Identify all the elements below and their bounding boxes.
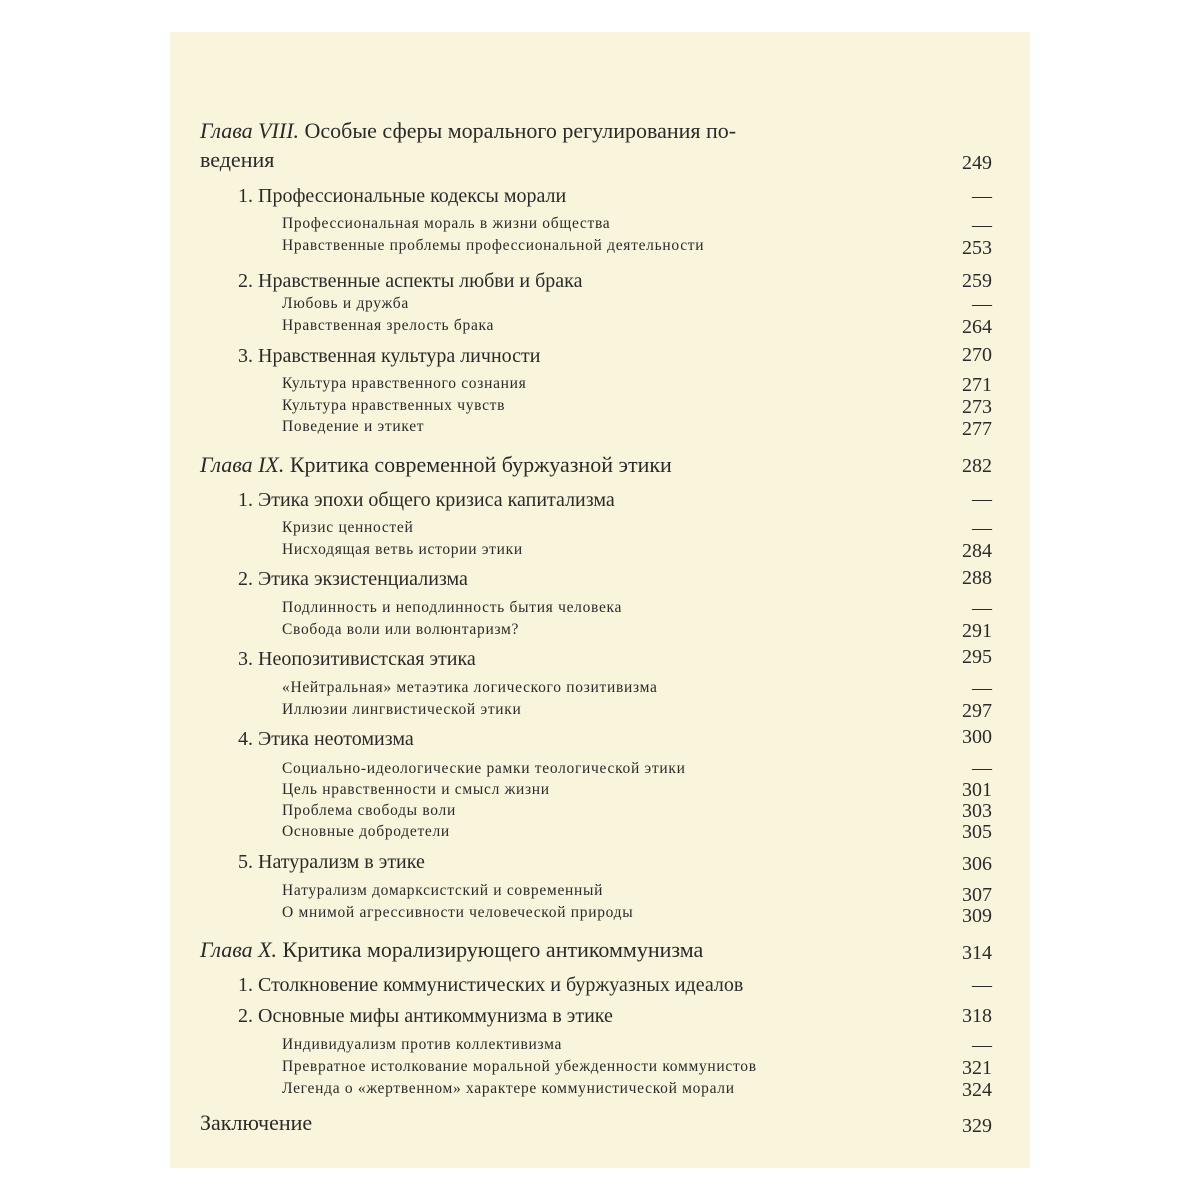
- subsection-title: Иллюзии лингвистической этики: [282, 701, 522, 718]
- page-number: 270: [962, 344, 992, 366]
- chapter-title-continuation: ведения: [200, 147, 275, 172]
- chapter-heading: [200, 937, 703, 963]
- subsection-title: Кризис ценностей: [282, 519, 414, 536]
- page-number: —: [972, 677, 992, 699]
- conclusion-title: Заключение: [200, 1110, 313, 1135]
- section-title: 5. Натурализм в этике: [238, 851, 425, 873]
- page-number: 295: [962, 646, 992, 668]
- chapter-heading: [200, 452, 672, 478]
- subsection-title: Нисходящая ветвь истории этики: [282, 541, 523, 558]
- page-number: —: [972, 293, 992, 315]
- page-number: 318: [962, 1005, 992, 1027]
- chapter-title: Критика современной буржуазной этики: [284, 452, 672, 477]
- subsection-title: Подлинность и неподлинность бытия человека: [282, 599, 623, 616]
- page-number: —: [972, 488, 992, 510]
- page-number: 307: [962, 884, 992, 906]
- chapter-label: Глава IX.: [200, 452, 285, 477]
- subsection-title: Проблема свободы воли: [282, 802, 456, 819]
- chapter-label: Глава X.: [200, 937, 278, 962]
- page-number: 309: [962, 905, 992, 927]
- chapter-title: Критика морализирующего антикоммунизма: [277, 937, 704, 962]
- page-number: 253: [962, 237, 992, 259]
- page-number: 249: [962, 152, 992, 174]
- page-number: —: [972, 597, 992, 619]
- page-number: —: [972, 517, 992, 539]
- section-title: 1. Этика эпохи общего кризиса капитализма: [238, 489, 615, 511]
- subsection-title: О мнимой агрессивности человеческой природы: [282, 904, 634, 921]
- subsection-title: Натурализм домарксистский и современный: [282, 882, 604, 899]
- section-title: 2. Нравственные аспекты любви и брака: [238, 270, 583, 292]
- page-number: 324: [962, 1079, 992, 1101]
- page-number: 284: [962, 540, 992, 562]
- subsection-title: Свобода воли или волюнтаризм?: [282, 621, 520, 638]
- section-title: 2. Этика экзистенциализма: [238, 568, 468, 590]
- subsection-title: Превратное истолкование моральной убежденности коммунистов: [282, 1058, 757, 1075]
- page-number: 303: [962, 800, 992, 822]
- page-number: —: [972, 757, 992, 779]
- subsection-title: Поведение и этикет: [282, 418, 425, 435]
- subsection-title: Социально-идеологические рамки теологической этики: [282, 760, 686, 777]
- page-number: 329: [962, 1115, 992, 1137]
- subsection-title: Культура нравственного сознания: [282, 375, 527, 392]
- page-number: 300: [962, 726, 992, 748]
- page-number: 259: [962, 270, 992, 292]
- subsection-title: Профессиональная мораль в жизни общества: [282, 215, 611, 232]
- page-number: 288: [962, 567, 992, 589]
- section-title: 1. Столкновение коммунистических и буржуазных идеалов: [238, 974, 744, 996]
- page-number: 273: [962, 396, 992, 418]
- page-number: 282: [962, 455, 992, 477]
- page-number: 297: [962, 700, 992, 722]
- section-title: 3. Нравственная культура личности: [238, 345, 541, 367]
- page-number: 277: [962, 418, 992, 440]
- subsection-title: Индивидуализм против коллективизма: [282, 1036, 563, 1053]
- chapter-title: Особые сферы морального регулирования по-: [299, 118, 737, 143]
- subsection-title: Нравственные проблемы профессиональной деятельности: [282, 237, 705, 254]
- page-number: 305: [962, 821, 992, 843]
- section-title: 4. Этика неотомизма: [238, 728, 414, 750]
- page-number: 301: [962, 779, 992, 801]
- subsection-title: Основные добродетели: [282, 823, 450, 840]
- subsection-title: Нравственная зрелость брака: [282, 317, 495, 334]
- subsection-title: Любовь и дружба: [282, 295, 409, 312]
- page-number: 291: [962, 620, 992, 642]
- subsection-title: Культура нравственных чувств: [282, 397, 506, 414]
- page-number: —: [972, 214, 992, 236]
- page-number: 314: [962, 942, 992, 964]
- subsection-title: Легенда о «жертвенном» характере коммунистической морали: [282, 1080, 735, 1097]
- subsection-title: Цель нравственности и смысл жизни: [282, 781, 550, 798]
- page-number: —: [972, 974, 992, 996]
- subsection-title: «Нейтральная» метаэтика логического позитивизма: [282, 679, 658, 696]
- page-number: 264: [962, 316, 992, 338]
- chapter-label: Глава VIII.: [200, 118, 300, 143]
- page-number: 306: [962, 853, 992, 875]
- chapter-heading: [200, 118, 736, 144]
- section-title: 3. Неопозитивистская этика: [238, 648, 476, 670]
- page-number: —: [972, 1034, 992, 1056]
- section-title: 1. Профессиональные кодексы морали: [238, 185, 567, 207]
- page-number: 321: [962, 1057, 992, 1079]
- page-number: —: [972, 185, 992, 207]
- section-title: 2. Основные мифы антикоммунизма в этике: [238, 1005, 613, 1027]
- page-number: 271: [962, 374, 992, 396]
